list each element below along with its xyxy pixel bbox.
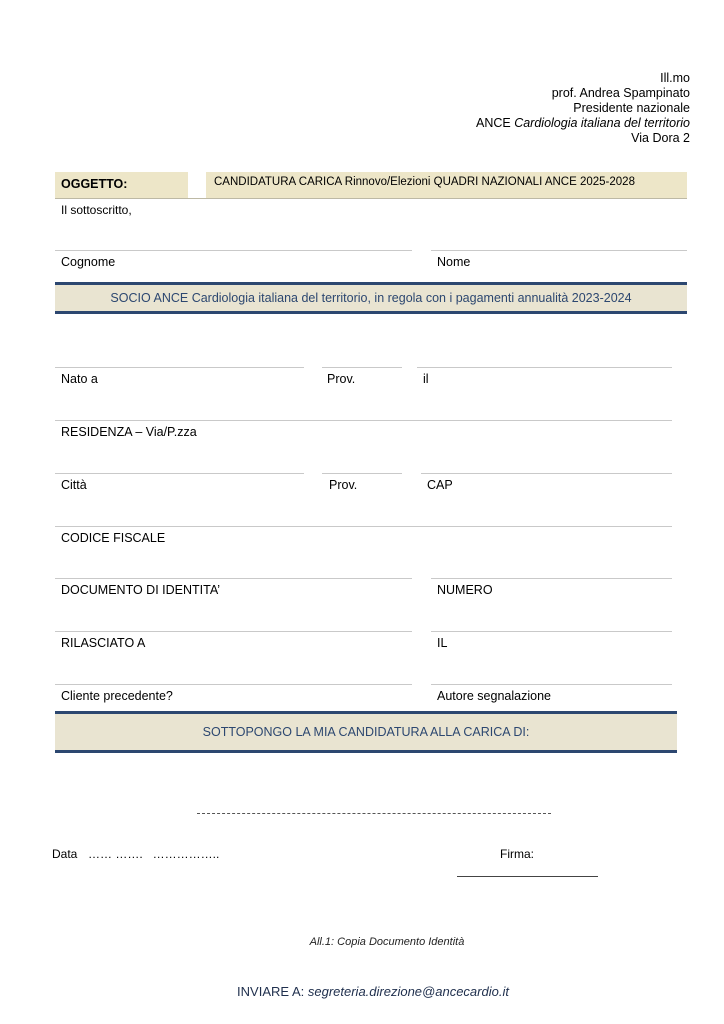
nato-a-label: Nato a [61, 372, 98, 386]
citta-label: Città [61, 478, 87, 492]
cap-label: CAP [427, 478, 453, 492]
send-to-note: INVIARE A: segreteria.direzione@ancecardio.it [237, 984, 509, 999]
subject-text: CANDIDATURA CARICA Rinnovo/Elezioni QUADRI NAZIONALI ANCE 2025-2028 [214, 176, 635, 188]
cognome-label: Cognome [61, 255, 116, 269]
addressee-street: Via Dora 2 [631, 131, 690, 145]
prov-label-2: Prov. [329, 478, 358, 492]
documento-line[interactable] [55, 578, 412, 579]
cap-line[interactable] [421, 473, 672, 474]
prov-label-1: Prov. [327, 372, 356, 386]
residenza-line[interactable] [55, 420, 672, 421]
addressee-block [476, 71, 690, 146]
il-label-2: IL [437, 636, 448, 650]
cognome-line[interactable] [55, 250, 412, 251]
firma-line[interactable] [457, 876, 598, 877]
addressee-organization: ANCE Cardiologia italiana del territorio [476, 116, 690, 130]
residenza-label: RESIDENZA – Via/P.zza [61, 425, 197, 439]
cliente-line[interactable] [55, 684, 412, 685]
data-label: Data [52, 847, 78, 861]
rilasciato-line[interactable] [55, 631, 412, 632]
addressee-name: prof. Andrea Spampinato [551, 86, 690, 100]
addressee-title: Ill.mo [660, 71, 690, 85]
attachment-note: All.1: Copia Documento Identità [309, 936, 465, 948]
firma-label: Firma: [500, 847, 534, 861]
autore-label: Autore segnalazione [437, 689, 551, 703]
prov-line-1[interactable] [322, 367, 402, 368]
prov-line-2[interactable] [322, 473, 402, 474]
codice-fiscale-line[interactable] [55, 526, 672, 527]
cliente-label: Cliente precedente? [61, 689, 173, 703]
nome-line[interactable] [431, 250, 687, 251]
subject-label: OGGETTO: [61, 177, 128, 191]
il-label-1: il [423, 372, 429, 386]
rilascio-date-line[interactable] [431, 631, 672, 632]
candidacy-line[interactable] [197, 813, 551, 814]
documento-label: DOCUMENTO DI IDENTITA’ [61, 583, 221, 597]
birth-date-line[interactable] [417, 367, 672, 368]
rilasciato-label: RILASCIATO A [61, 636, 146, 650]
membership-band: SOCIO ANCE Cardiologia italiana del territorio, in regola con i pagamenti annualità 2023-2024 [55, 282, 687, 314]
nato-a-line[interactable] [55, 367, 304, 368]
citta-line[interactable] [55, 473, 304, 474]
candidacy-band: SOTTOPONGO LA MIA CANDIDATURA ALLA CARICA DI: [55, 711, 677, 753]
intro-text: Il sottoscritto, [61, 203, 132, 217]
numero-label: NUMERO [437, 583, 493, 597]
nome-label: Nome [437, 255, 471, 269]
numero-line[interactable] [431, 578, 672, 579]
data-dots[interactable]: …… ……. …………….. [88, 847, 220, 861]
send-email[interactable]: segreteria.direzione@ancecardio.it [307, 984, 509, 999]
addressee-role: Presidente nazionale [573, 101, 690, 115]
codice-fiscale-label: CODICE FISCALE [61, 531, 166, 545]
autore-line[interactable] [431, 684, 672, 685]
